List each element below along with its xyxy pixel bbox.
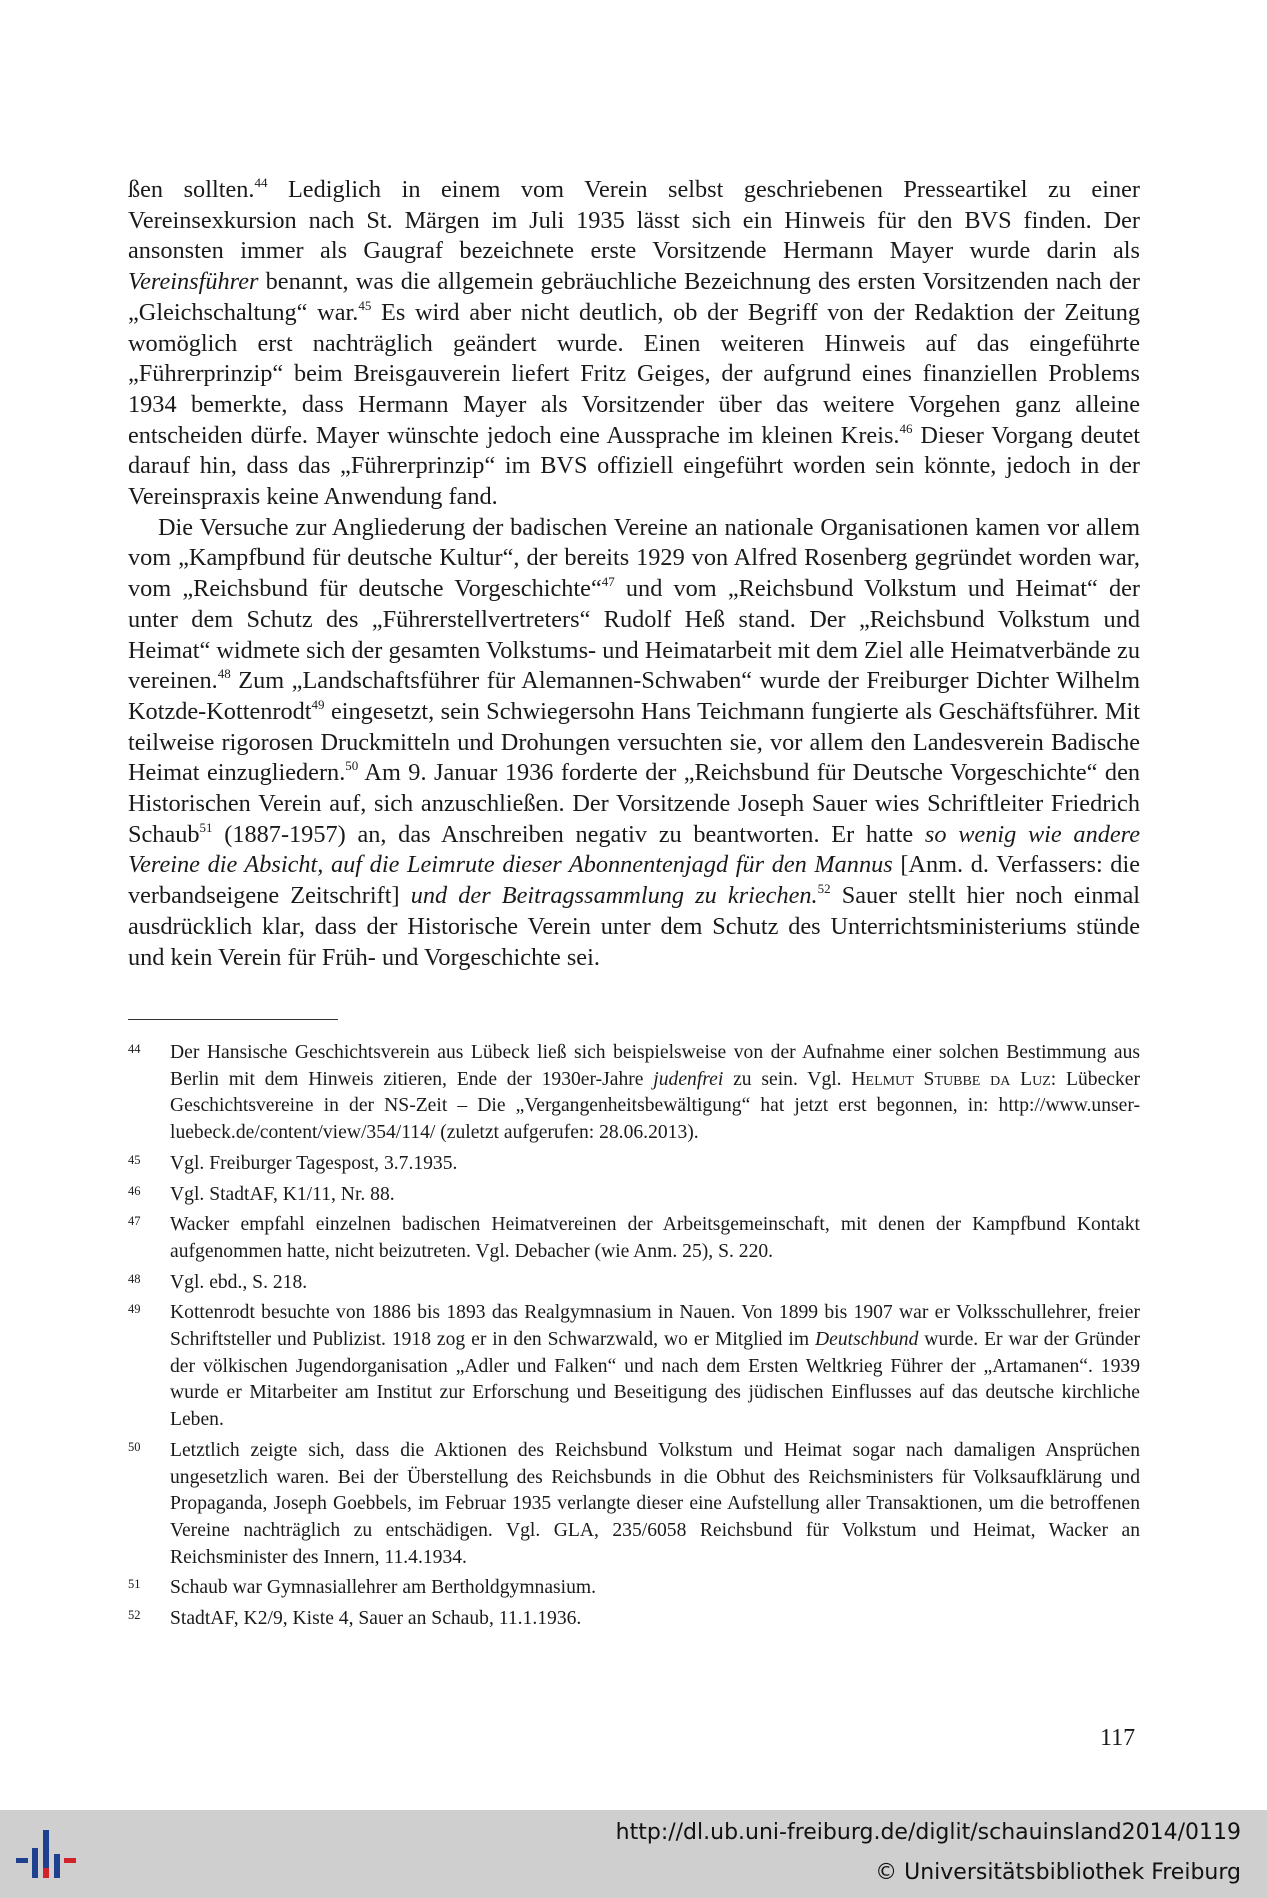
text-run: : Lübecker Geschichtsvereine in der NS-Zeit – Die „Vergangenheitsbewältigung“ hat jetzt erst begonnen, in: http://www.unser-luebeck.de/content/view/354/114/ (zuletzt aufgerufen: 28.06.2013). bbox=[170, 1068, 1140, 1144]
text-run: Wacker empfahl einzelnen badischen Heimatvereinen der Arbeitsgemeinschaft, mit denen der Kampfbund Kontakt aufgenommen hatte, nicht beizutreten. Vgl. Debacher (wie Anm. 25), S. 220. bbox=[170, 1214, 1140, 1262]
footnotes bbox=[128, 1040, 1140, 1637]
footnote-number: 46 bbox=[128, 1183, 141, 1198]
footnote-number: 51 bbox=[128, 1577, 141, 1592]
footnote-item bbox=[128, 1151, 1140, 1178]
footnote-ref: 49 bbox=[311, 696, 325, 712]
footer-url-link[interactable]: http://dl.ub.uni-freiburg.de/diglit/schauinsland2014/0119 bbox=[615, 1820, 1241, 1845]
footnote-separator bbox=[128, 1019, 338, 1020]
footnote-item bbox=[128, 1040, 1140, 1147]
italic-text: Deutschbund bbox=[814, 1329, 919, 1351]
text-run: eingesetzt, sein Schwiegersohn Hans Teichmann fungierte als Geschäftsführer. Mit teilweise rigorosen Druckmitteln und Drohungen versuchten sie, vor allem den Landesverein Badische Heimat einzugliedern. bbox=[128, 697, 1140, 787]
text-run: Es wird aber nicht deutlich, ob der Begriff von der Redaktion der Zeitung womöglich erst nachträglich geändert wurde. Einen weiteren Hinweis auf das eingeführte „Führerprinzip“ beim Breisgauverein liefert Fritz Geiges, der aufgrund eines finanziellen Problems 1934 bemerkte, dass Hermann Mayer als Vorsitzender über das weitere Vorgehen ganz alleine entscheiden dürfe. Mayer wünschte jedoch eine Aussprache im kleinen Kreis. bbox=[128, 298, 1140, 449]
text-run: und vom „Reichsbund Volkstum und Heimat“ der unter dem Schutz des „Führerstellvertreters“ Rudolf Heß stand. Der „Reichsbund Volkstum und Heimat“ widmete sich der gesamten Volkstums- und Heimatarbeit mit dem Ziel alle Heimatverbände zu vereinen. bbox=[128, 575, 1140, 695]
footnote-number: 44 bbox=[128, 1042, 141, 1056]
author-name: Helmut Stubbe da Luz bbox=[851, 1068, 1051, 1090]
footnote-ref: 51 bbox=[199, 819, 213, 835]
text-run: Die Versuche zur Angliederung der badischen Vereine an nationale Organisationen kamen vor allem vom „Kampfbund für deutsche Kultur“, der bereits 1929 von Alfred Rosenberg gegründet worden war, vom „Reichsbund für deutsche Vorgeschichte“ bbox=[128, 513, 1140, 603]
footnote-ref: 52 bbox=[817, 881, 831, 897]
text-run: ßen sollten. bbox=[128, 176, 255, 203]
footnote-ref: 47 bbox=[601, 574, 615, 590]
italic-text: so wenig wie andere Vereine die Absicht, auf die Leimrute dieser Abonnentenjagd für den Mannus bbox=[128, 820, 1141, 879]
footnote-ref: 46 bbox=[899, 420, 913, 436]
italic-text: Vereinsführer bbox=[128, 268, 259, 296]
text-run: Vgl. Freiburger Tagespost, 3.7.1935. bbox=[170, 1152, 458, 1174]
footnote-item bbox=[128, 1575, 1140, 1602]
text-run: (1887-1957) an, das Anschreiben negativ zu beantworten. Er hatte bbox=[212, 820, 925, 848]
text-run: Schaub war Gymnasiallehrer am Bertholdgymnasium. bbox=[170, 1577, 597, 1599]
text-run: Lediglich in einem vom Verein selbst geschriebenen Presseartikel zu einer Vereinsexkursion nach St. Märgen im Juli 1935 lässt sich ein Hinweis für den BVS finden. Der ansonsten immer als Gaugraf bezeichnete erste Vorsitzende Hermann Mayer wurde darin als bbox=[128, 176, 1140, 265]
footnote-ref: 44 bbox=[254, 175, 268, 190]
footnote-item bbox=[128, 1270, 1140, 1297]
footnote-number: 50 bbox=[128, 1439, 141, 1454]
text-run: Sauer stellt hier noch einmal ausdrücklich klar, dass der Historische Verein unter dem Schutz des Unterrichtsministeriums stünde und kein Verein für Früh- und Vorgeschichte sei. bbox=[128, 882, 1140, 971]
footnote-number: 48 bbox=[128, 1271, 141, 1286]
text-run: Der Hansische Geschichtsverein aus Lübeck ließ sich beispielsweise von der Aufnahme einer solchen Bestimmung aus Berlin mit dem Hinweis zitieren, Ende der 1930er-Jahre bbox=[170, 1042, 1140, 1090]
footnote-ref: 50 bbox=[345, 758, 359, 774]
text-run: Kottenrodt besuchte von 1886 bis 1893 das Realgymnasium in Nauen. Von 1899 bis 1907 war er Volksschullehrer, freier Schriftsteller und Publizist. 1918 zog er in den Schwarzwald, wo er Mitglied im bbox=[170, 1302, 1140, 1351]
footnote-item bbox=[128, 1606, 1140, 1633]
footnote-item bbox=[128, 1182, 1140, 1209]
text-run: Dieser Vorgang deutet darauf hin, dass das „Führerprinzip“ im BVS offiziell eingeführt worden sein könnte, jedoch in der Vereinspraxis keine Anwendung fand. bbox=[128, 421, 1140, 511]
text-run: Letztlich zeigte sich, dass die Aktionen des Reichsbund Volkstum und Heimat sogar nach damaligen Ansprüchen ungesetzlich waren. Bei der Überstellung des Reichsbunds in die Obhut des Reichsministers für Volksaufklärung und Propaganda, Joseph Goebbels, im Februar 1935 verlangte dieser eine Aufstellung aller Transaktionen, um die betroffenen Vereine nachträglich zu entschädigen. Vgl. GLA, 235/6058 Reichsbund für Volkstum und Heimat, Wacker an Reichsminister des Innern, 11.4.1934. bbox=[170, 1439, 1140, 1568]
text-run: Zum „Landschaftsführer für Alemannen-Schwaben“ wurde der Freiburger Dichter Wilhelm Kotzde-Kottenrodt bbox=[128, 667, 1140, 725]
text-run: Am 9. Januar 1936 forderte der „Reichsbund für Deutsche Vorgeschichte“ den Historischen Verein auf, sich anzuschließen. Der Vorsitzende Joseph Sauer wies Schriftleiter Friedrich Schaub bbox=[128, 759, 1140, 848]
italic-text: und der Beitragssammlung zu kriechen. bbox=[410, 882, 818, 910]
text-run: wurde. Er war der Gründer der völkischen Jugendorganisation „Adler und Falken“ und nach dem Ersten Weltkrieg Führer der „Artamanen“. 1939 wurde er Mitarbeiter am Institut zur Erforschung und Beseitigung des jüdischen Einflusses auf das deutsche kirchliche Leben. bbox=[170, 1329, 1140, 1431]
text-run: StadtAF, K2/9, Kiste 4, Sauer an Schaub, 11.1.1936. bbox=[170, 1608, 582, 1630]
footnote-item bbox=[128, 1438, 1140, 1572]
page-number: 117 bbox=[1100, 1725, 1136, 1751]
footnote-number: 47 bbox=[128, 1214, 141, 1229]
paragraph bbox=[128, 175, 1140, 513]
footnote-number: 49 bbox=[128, 1302, 141, 1317]
footnote-number: 52 bbox=[128, 1608, 141, 1623]
text-run: Vgl. ebd., S. 218. bbox=[170, 1271, 308, 1293]
text-run: Vgl. StadtAF, K1/11, Nr. 88. bbox=[170, 1183, 395, 1205]
text-run: [Anm. d. Verfassers: die verbandseigene Zeitschrift] bbox=[128, 851, 1140, 910]
footnote-ref: 48 bbox=[217, 666, 231, 682]
footnote-item bbox=[128, 1212, 1140, 1265]
footer-bar bbox=[0, 1810, 1267, 1898]
footer-copyright: © Universitätsbibliothek Freiburg bbox=[875, 1860, 1241, 1885]
footnote-item bbox=[128, 1300, 1140, 1434]
paragraph bbox=[128, 513, 1140, 974]
text-run: zu sein. Vgl. bbox=[723, 1068, 852, 1090]
footnote-number: 45 bbox=[128, 1152, 141, 1167]
main-text bbox=[128, 175, 1140, 973]
footnote-ref: 45 bbox=[358, 297, 372, 313]
ub-freiburg-logo-icon bbox=[14, 1824, 80, 1886]
text-run: benannt, was die allgemein gebräuchliche Bezeichnung des ersten Vorsitzenden nach der „Gleichschaltung“ war. bbox=[128, 268, 1140, 326]
italic-text: judenfrei bbox=[653, 1068, 724, 1090]
